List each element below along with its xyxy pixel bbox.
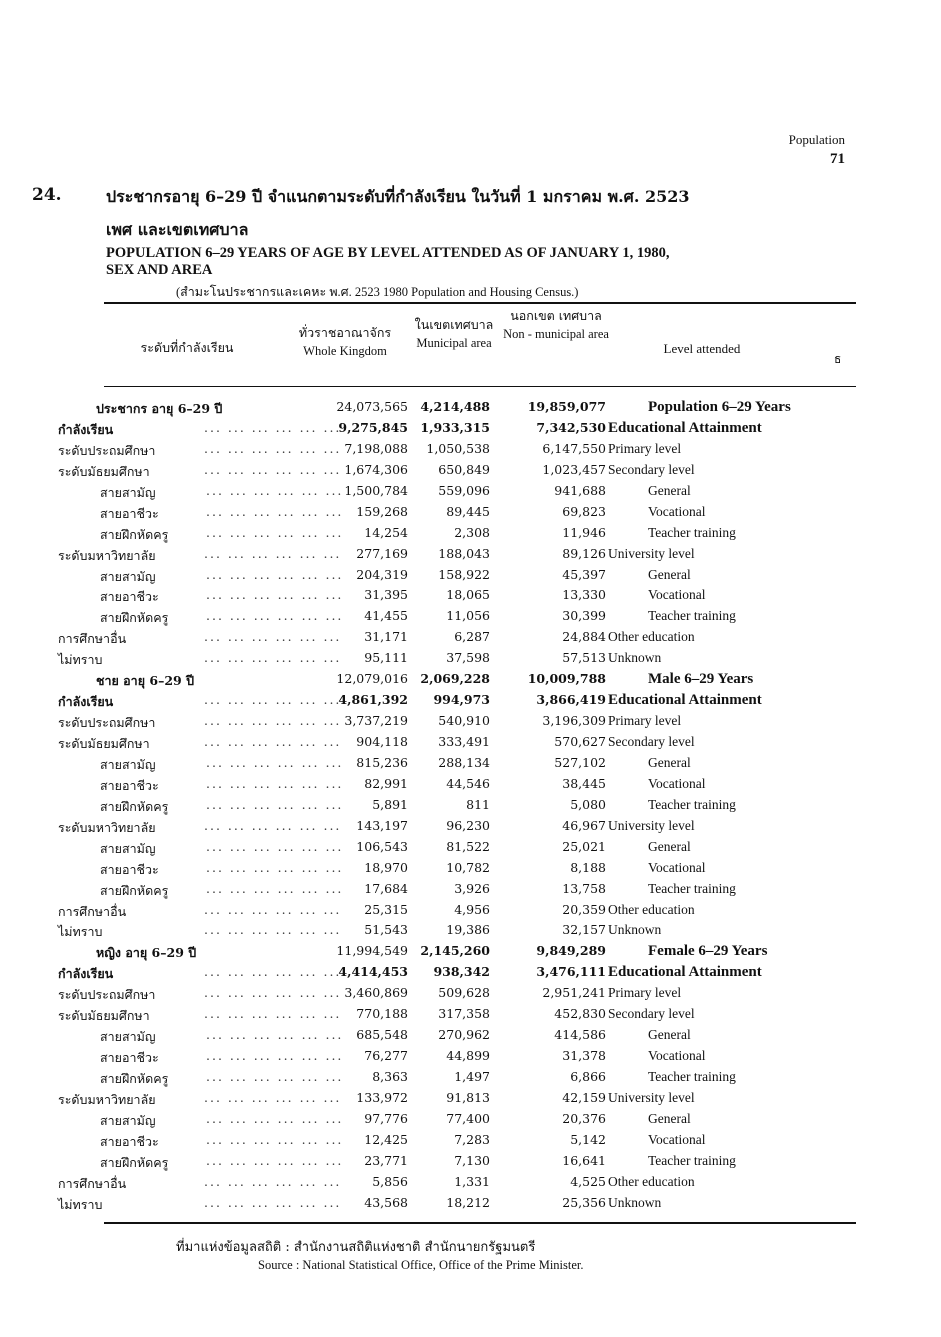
cell-whole-kingdom: 5,856	[372, 1173, 408, 1189]
table-bottom-rule	[104, 1222, 856, 1224]
cell-non-municipal: 3,196,309	[542, 713, 606, 729]
cell-whole-kingdom: 31,395	[364, 587, 408, 603]
dot-leader: ... ... ... ... ... ...	[204, 1006, 342, 1022]
dot-leader: ... ... ... ... ... ...	[206, 859, 344, 875]
cell-whole-kingdom: 1,674,306	[344, 461, 408, 477]
cell-non-municipal: 6,866	[570, 1069, 606, 1084]
cell-municipal: 91,813	[446, 1089, 490, 1105]
dot-leader: ... ... ... ... ... ...	[204, 901, 342, 917]
row-label-thai: สายสามัญ	[100, 1112, 156, 1128]
cell-whole-kingdom: 3,737,219	[344, 713, 408, 729]
cell-whole-kingdom: 18,970	[364, 859, 408, 875]
row-label-english: Other education	[608, 1173, 695, 1189]
row-label-thai: สายสามัญ	[100, 840, 156, 856]
cell-whole-kingdom: 82,991	[364, 775, 408, 791]
dot-leader: ... ... ... ... ... ...	[206, 566, 344, 582]
cell-municipal: 77,400	[446, 1110, 490, 1126]
row-label-english: University level	[608, 817, 695, 833]
dot-leader: ... ... ... ... ... ...	[206, 1069, 344, 1084]
row-label-english: General	[648, 754, 691, 770]
column-header-whole-en: Whole Kingdom	[303, 344, 387, 358]
dot-leader: ... ... ... ... ... ...	[206, 1027, 344, 1043]
cell-non-municipal: 13,758	[562, 880, 606, 896]
row-label-thai: สายสามัญ	[100, 568, 156, 584]
cell-whole-kingdom: 904,118	[356, 734, 408, 749]
cell-whole-kingdom: 14,254	[364, 524, 408, 540]
cell-whole-kingdom: 51,543	[364, 922, 408, 938]
dot-leader: ... ... ... ... ... ...	[204, 922, 342, 938]
dot-leader: ... ... ... ... ... ...	[204, 817, 342, 833]
cell-municipal: 7,130	[454, 1152, 490, 1168]
dot-leader: ... ... ... ... ... ...	[204, 461, 342, 477]
page-number: 71	[830, 151, 845, 167]
cell-non-municipal: 3,866,419	[536, 692, 606, 708]
row-label-thai: ระดับมัธยมศึกษา	[58, 1008, 150, 1024]
title-english-line-2: SEX AND AREA	[106, 262, 213, 278]
cell-non-municipal: 20,359	[562, 901, 606, 917]
cell-municipal: 559,096	[438, 482, 490, 498]
cell-municipal: 6,287	[454, 629, 490, 645]
table-row	[56, 941, 856, 962]
row-label-english: Primary level	[608, 713, 682, 729]
cell-non-municipal: 414,586	[554, 1027, 606, 1043]
table-row	[56, 397, 856, 418]
row-label-english: General	[648, 1110, 691, 1126]
row-label-thai: การศึกษาอื่น	[58, 1175, 127, 1191]
row-label-thai: สายอาชีวะ	[100, 505, 159, 521]
dot-leader: ... ... ... ... ... ...	[204, 1194, 342, 1210]
row-label-english: Teacher training	[648, 880, 736, 896]
dot-leader: ... ... ... ... ... ...	[204, 629, 342, 645]
dot-leader: ... ... ... ... ... ...	[204, 964, 342, 980]
row-label-thai: สายฝึกหัดครู	[100, 1071, 169, 1086]
column-header-level-attended: Level attended	[663, 341, 741, 356]
row-label-thai: สายอาชีวะ	[100, 1133, 159, 1149]
table-row	[56, 690, 856, 711]
cell-whole-kingdom: 685,548	[356, 1027, 408, 1043]
cell-non-municipal: 13,330	[562, 587, 606, 603]
cell-whole-kingdom: 9,275,845	[338, 419, 408, 435]
dot-leader: ... ... ... ... ... ...	[206, 796, 344, 812]
row-label-thai: สายฝึกหัดครู	[100, 882, 169, 898]
cell-whole-kingdom: 43,568	[364, 1194, 408, 1210]
row-label-thai: สายฝึกหัดครู	[100, 798, 169, 814]
cell-municipal: 1,050,538	[426, 440, 490, 456]
table-row	[56, 1130, 856, 1151]
column-header-non-municipal-thai: นอกเขต เทศบาล	[510, 308, 602, 323]
row-label-thai: ระดับมัธยมศึกษา	[58, 463, 150, 479]
row-label-thai: ระดับมหาวิทยาลัย	[58, 819, 156, 835]
cell-whole-kingdom: 95,111	[364, 650, 408, 666]
column-header-whole-kingdom	[282, 323, 408, 361]
cell-non-municipal: 89,126	[562, 545, 606, 561]
table-number: 24.	[32, 185, 62, 205]
cell-non-municipal: 45,397	[562, 566, 606, 582]
dot-leader: ... ... ... ... ... ...	[204, 985, 342, 1001]
table-row	[56, 962, 856, 983]
dot-leader: ... ... ... ... ... ...	[204, 692, 342, 708]
title-english-line-1: POPULATION 6–29 YEARS OF AGE BY LEVEL ATTENDED AS OF JANUARY 1, 1980,	[106, 245, 670, 261]
row-label-thai: การศึกษาอื่น	[58, 631, 127, 647]
cell-non-municipal: 11,946	[562, 524, 606, 540]
cell-municipal: 2,308	[454, 524, 490, 540]
dot-leader: ... ... ... ... ... ...	[206, 608, 344, 624]
row-label-thai: ระดับมหาวิทยาลัย	[58, 547, 156, 563]
row-label-english: Vocational	[648, 1048, 706, 1064]
row-label-english: University level	[608, 1089, 695, 1105]
cell-whole-kingdom: 3,460,869	[344, 985, 408, 1001]
row-label-english: Teacher training	[648, 1152, 736, 1168]
dot-leader: ... ... ... ... ... ...	[204, 419, 342, 435]
cell-whole-kingdom: 31,171	[364, 629, 408, 645]
dot-leader: ... ... ... ... ... ...	[204, 1089, 342, 1105]
table-row	[56, 1172, 856, 1193]
column-header-whole-thai: ทั่วราชอาณาจักร	[298, 325, 392, 340]
cell-municipal: 158,922	[438, 566, 490, 582]
cell-whole-kingdom: 143,197	[356, 817, 408, 833]
cell-non-municipal: 5,080	[570, 796, 606, 812]
table-header-rule	[104, 386, 856, 387]
row-label-english: Unknown	[608, 650, 662, 666]
row-label-thai: สายอาชีวะ	[100, 589, 159, 605]
dot-leader: ... ... ... ... ... ...	[206, 754, 344, 770]
cell-whole-kingdom: 11,994,549	[336, 943, 408, 959]
dot-leader: ... ... ... ... ... ...	[204, 1173, 342, 1189]
table-row	[56, 983, 856, 1004]
table-row	[56, 920, 856, 941]
cell-municipal: 509,628	[438, 985, 490, 1001]
row-label-english: Primary level	[608, 440, 682, 456]
table-row	[56, 879, 856, 900]
table-row	[56, 502, 856, 523]
cell-municipal: 288,134	[438, 754, 490, 770]
table-row	[56, 753, 856, 774]
cell-whole-kingdom: 277,169	[356, 545, 408, 561]
cell-whole-kingdom: 815,236	[356, 754, 408, 770]
cell-whole-kingdom: 76,277	[364, 1048, 408, 1064]
cell-municipal: 1,497	[454, 1069, 490, 1084]
row-label-thai: สายอาชีวะ	[100, 861, 159, 877]
cell-non-municipal: 24,884	[562, 629, 606, 645]
cell-non-municipal: 20,376	[562, 1110, 606, 1126]
cell-non-municipal: 570,627	[554, 734, 606, 749]
cell-non-municipal: 6,147,550	[542, 440, 606, 456]
cell-whole-kingdom: 97,776	[364, 1110, 408, 1126]
dot-leader: ... ... ... ... ... ...	[206, 1110, 344, 1126]
row-label-thai: ไม่ทราบ	[58, 652, 103, 668]
cell-municipal: 11,056	[446, 608, 490, 624]
table-row	[56, 669, 856, 690]
cell-whole-kingdom: 133,972	[356, 1089, 408, 1105]
row-label-english: General	[648, 482, 691, 498]
cell-municipal: 96,230	[446, 817, 490, 833]
table-row	[56, 1109, 856, 1130]
row-label-thai: ประชากร อายุ 6–29 ปี	[96, 401, 223, 416]
cell-municipal: 811	[466, 796, 490, 812]
table-row	[56, 606, 856, 627]
cell-non-municipal: 16,641	[562, 1152, 606, 1168]
cell-whole-kingdom: 159,268	[356, 503, 408, 519]
table-row	[56, 900, 856, 921]
row-label-thai: การศึกษาอื่น	[58, 903, 127, 919]
cell-non-municipal: 57,513	[562, 650, 606, 666]
row-label-english: Population 6–29 Years	[648, 399, 791, 415]
table-row	[56, 418, 856, 439]
table-row	[56, 544, 856, 565]
table-row	[56, 1067, 856, 1088]
row-label-english: Secondary level	[608, 461, 695, 477]
row-label-english: Male 6–29 Years	[648, 671, 754, 688]
row-label-english: Educational Attainment	[608, 964, 762, 981]
cell-municipal: 44,546	[446, 775, 490, 791]
row-label-thai: สายอาชีวะ	[100, 1050, 159, 1066]
row-label-thai: สายฝึกหัดครู	[100, 526, 169, 542]
title-thai-line-2: เพศ และเขตเทศบาล	[106, 220, 249, 239]
column-header-non-municipal	[500, 306, 612, 344]
table-row	[56, 523, 856, 544]
column-header-level-thai: ระดับที่กำลังเรียน	[140, 340, 234, 355]
dot-leader: ... ... ... ... ... ...	[206, 587, 344, 603]
cell-municipal: 1,933,315	[420, 419, 490, 435]
dot-leader: ... ... ... ... ... ...	[206, 880, 344, 896]
row-label-english: Vocational	[648, 503, 706, 519]
census-source-note: (สำมะโนประชากรและเคหะ พ.ศ. 2523 1980 Population and Housing Census.)	[176, 285, 579, 299]
row-label-thai: สายสามัญ	[100, 484, 156, 500]
cell-whole-kingdom: 1,500,784	[344, 482, 408, 498]
dot-leader: ... ... ... ... ... ...	[206, 1152, 344, 1168]
row-label-english: Vocational	[648, 1131, 706, 1147]
row-label-english: Vocational	[648, 587, 706, 603]
row-label-english: Female 6–29 Years	[648, 943, 768, 960]
dot-leader: ... ... ... ... ... ...	[204, 650, 342, 666]
table-row	[56, 585, 856, 606]
table-row	[56, 627, 856, 648]
row-label-thai: สายฝึกหัดครู	[100, 610, 169, 626]
table-row	[56, 732, 856, 753]
cell-non-municipal: 452,830	[554, 1006, 606, 1022]
cell-non-municipal: 31,378	[562, 1048, 606, 1064]
table-top-rule	[104, 302, 856, 304]
row-label-thai: สายสามัญ	[100, 1029, 156, 1045]
cell-whole-kingdom: 12,079,016	[336, 671, 408, 687]
row-label-thai: หญิง อายุ 6–29 ปี	[96, 945, 197, 961]
column-header-municipal-en: Municipal area	[416, 336, 492, 350]
cell-whole-kingdom: 12,425	[364, 1131, 408, 1147]
cell-non-municipal: 69,823	[562, 503, 606, 519]
dot-leader: ... ... ... ... ... ...	[206, 1048, 344, 1064]
row-label-thai: สายอาชีวะ	[100, 777, 159, 793]
table-row	[56, 565, 856, 586]
row-label-thai: สายสามัญ	[100, 756, 156, 772]
row-label-english: General	[648, 838, 691, 854]
row-label-english: General	[648, 1027, 691, 1043]
cell-non-municipal: 9,849,289	[536, 943, 606, 959]
row-label-thai: ระดับมหาวิทยาลัย	[58, 1091, 156, 1107]
cell-non-municipal: 527,102	[554, 754, 606, 770]
table-row	[56, 837, 856, 858]
row-label-english: Primary level	[608, 985, 682, 1001]
row-label-english: Teacher training	[648, 1069, 736, 1084]
table-row	[56, 648, 856, 669]
cell-non-municipal: 5,142	[570, 1131, 606, 1147]
footer-source-thai: ที่มาแห่งข้อมูลสถิติ : สำนักงานสถิติแห่งชาติ สำนักนายกรัฐมนตรี	[176, 1240, 536, 1255]
row-label-thai: ไม่ทราบ	[58, 1196, 103, 1212]
dot-leader: ... ... ... ... ... ...	[206, 838, 344, 854]
row-label-english: Vocational	[648, 775, 706, 791]
table-row	[56, 1025, 856, 1046]
cell-whole-kingdom: 7,198,088	[344, 440, 408, 456]
cell-municipal: 270,962	[438, 1027, 490, 1043]
running-header-section: Population	[788, 132, 845, 147]
cell-municipal: 4,956	[454, 901, 490, 917]
cell-whole-kingdom: 25,315	[364, 901, 408, 917]
row-label-english: Educational Attainment	[608, 419, 762, 436]
row-label-english: Educational Attainment	[608, 692, 762, 709]
margin-mark: ธ	[834, 352, 842, 366]
row-label-thai: ระดับมัธยมศึกษา	[58, 736, 150, 751]
cell-municipal: 18,212	[446, 1194, 490, 1210]
row-label-thai: ไม่ทราบ	[58, 924, 103, 940]
table-row	[56, 1193, 856, 1214]
dot-leader: ... ... ... ... ... ...	[204, 440, 342, 456]
cell-non-municipal: 38,445	[562, 775, 606, 791]
table-row	[56, 1004, 856, 1025]
cell-non-municipal: 19,859,077	[527, 399, 606, 414]
cell-municipal: 938,342	[433, 964, 490, 980]
cell-municipal: 89,445	[446, 503, 490, 519]
cell-municipal: 7,283	[454, 1131, 490, 1147]
cell-whole-kingdom: 5,891	[372, 796, 408, 812]
cell-whole-kingdom: 24,073,565	[336, 399, 408, 414]
cell-municipal: 37,598	[446, 650, 490, 666]
cell-whole-kingdom: 106,543	[356, 838, 408, 854]
cell-non-municipal: 30,399	[562, 608, 606, 624]
dot-leader: ... ... ... ... ... ...	[206, 482, 344, 498]
cell-municipal: 994,973	[433, 692, 490, 708]
cell-municipal: 1,331	[454, 1173, 490, 1189]
table-row	[56, 1151, 856, 1172]
cell-whole-kingdom: 4,861,392	[338, 692, 408, 708]
column-header-non-municipal-en: Non - municipal area	[503, 327, 609, 341]
row-label-english: Other education	[608, 901, 695, 917]
row-label-thai: ชาย อายุ 6–29 ปี	[96, 673, 195, 689]
cell-municipal: 81,522	[446, 838, 490, 854]
cell-municipal: 188,043	[438, 545, 490, 561]
cell-municipal: 4,214,488	[420, 399, 490, 414]
dot-leader: ... ... ... ... ... ...	[206, 503, 344, 519]
row-label-english: Teacher training	[648, 796, 736, 812]
table-row	[56, 481, 856, 502]
cell-municipal: 2,069,228	[420, 671, 490, 687]
table-row	[56, 460, 856, 481]
dot-leader: ... ... ... ... ... ...	[204, 545, 342, 561]
row-label-thai: ระดับประถมศึกษา	[58, 715, 156, 731]
row-label-english: Unknown	[608, 922, 662, 938]
row-label-thai: ระดับประถมศึกษา	[58, 987, 156, 1003]
row-label-english: Unknown	[608, 1194, 662, 1210]
dot-leader: ... ... ... ... ... ...	[204, 713, 342, 729]
cell-non-municipal: 10,009,788	[527, 671, 606, 687]
title-thai-line-1: ประชากรอายุ 6–29 ปี จำแนกตามระดับที่กำลังเรียน ในวันที่ 1 มกราคม พ.ศ. 2523	[106, 187, 690, 206]
footer-source-english: Source : National Statistical Office, Office of the Prime Minister.	[258, 1258, 584, 1272]
cell-whole-kingdom: 17,684	[364, 880, 408, 896]
cell-municipal: 2,145,260	[420, 943, 490, 959]
cell-non-municipal: 2,951,241	[542, 985, 606, 1001]
cell-municipal: 19,386	[446, 922, 490, 938]
cell-non-municipal: 3,476,111	[536, 964, 606, 980]
table-row	[56, 774, 856, 795]
cell-non-municipal: 8,188	[570, 859, 606, 875]
table-row	[56, 1088, 856, 1109]
cell-non-municipal: 25,021	[562, 838, 606, 854]
cell-whole-kingdom: 204,319	[356, 566, 408, 582]
cell-whole-kingdom: 4,414,453	[338, 964, 408, 980]
row-label-english: Teacher training	[648, 524, 736, 540]
row-label-thai: ระดับประถมศึกษา	[58, 442, 156, 458]
row-label-thai: กำลังเรียน	[58, 694, 114, 710]
dot-leader: ... ... ... ... ... ...	[206, 524, 344, 540]
cell-non-municipal: 941,688	[554, 482, 606, 498]
cell-whole-kingdom: 8,363	[372, 1069, 408, 1084]
dot-leader: ... ... ... ... ... ...	[206, 1131, 344, 1147]
cell-municipal: 333,491	[438, 734, 490, 749]
table-row	[56, 1046, 856, 1067]
table-row	[56, 795, 856, 816]
dot-leader: ... ... ... ... ... ...	[204, 734, 342, 749]
column-header-municipal	[408, 315, 500, 353]
cell-municipal: 18,065	[446, 587, 490, 603]
cell-municipal: 650,849	[438, 461, 490, 477]
table-row	[56, 711, 856, 732]
row-label-thai: กำลังเรียน	[58, 421, 114, 437]
dot-leader: ... ... ... ... ... ...	[206, 775, 344, 791]
cell-whole-kingdom: 770,188	[356, 1006, 408, 1022]
row-label-english: Secondary level	[608, 734, 695, 749]
row-label-thai: สายฝึกหัดครู	[100, 1154, 169, 1170]
cell-non-municipal: 7,342,530	[536, 419, 606, 435]
cell-municipal: 3,926	[454, 880, 490, 896]
row-label-thai: กำลังเรียน	[58, 966, 114, 982]
table-body	[56, 397, 856, 1214]
table-row	[56, 858, 856, 879]
row-label-english: Other education	[608, 629, 695, 645]
cell-municipal: 540,910	[438, 713, 490, 729]
cell-municipal: 44,899	[446, 1048, 490, 1064]
row-label-english: University level	[608, 545, 695, 561]
cell-non-municipal: 25,356	[562, 1194, 606, 1210]
cell-non-municipal: 4,525	[570, 1173, 606, 1189]
column-header-municipal-thai: ในเขตเทศบาล	[414, 317, 494, 332]
row-label-english: Secondary level	[608, 1006, 695, 1022]
cell-municipal: 10,782	[446, 859, 490, 875]
cell-municipal: 317,358	[438, 1006, 490, 1022]
row-label-english: Vocational	[648, 859, 706, 875]
row-label-english: General	[648, 566, 691, 582]
table-row	[56, 439, 856, 460]
row-label-english: Teacher training	[648, 608, 736, 624]
cell-non-municipal: 42,159	[562, 1089, 606, 1105]
cell-non-municipal: 1,023,457	[542, 461, 606, 477]
cell-non-municipal: 46,967	[562, 817, 606, 833]
cell-non-municipal: 32,157	[562, 922, 606, 938]
cell-whole-kingdom: 41,455	[364, 608, 408, 624]
cell-whole-kingdom: 23,771	[364, 1152, 408, 1168]
table-row	[56, 816, 856, 837]
